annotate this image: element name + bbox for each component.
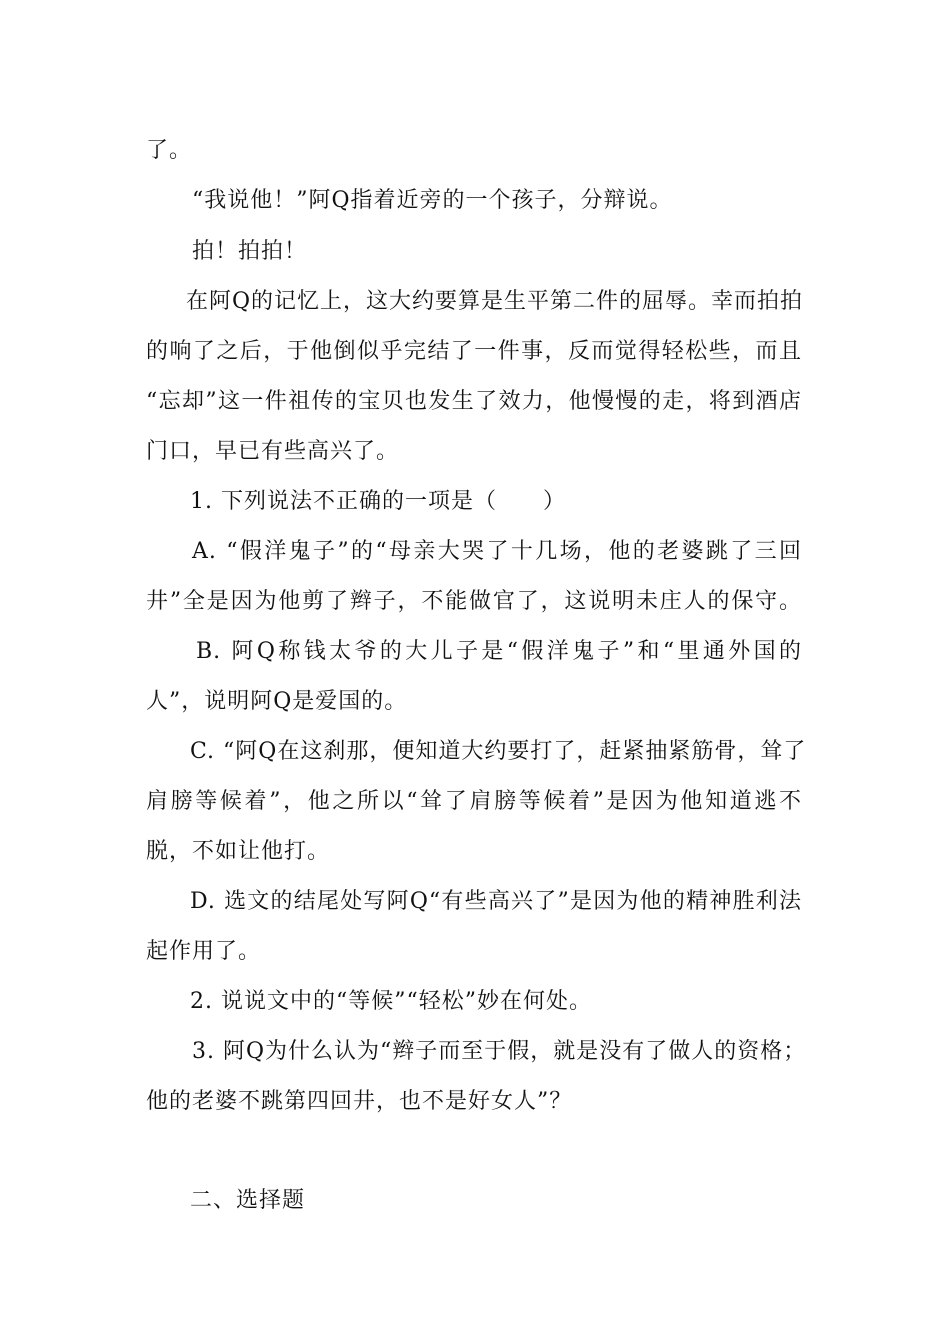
option-b-line: 人”，说明阿Q是爱国的。 xyxy=(146,689,408,714)
option-c-line: C. “阿Q在这刹那，便知道大约要打了，赶紧抽紧筋骨，耸了 xyxy=(190,739,807,764)
option-d-line: 起作用了。 xyxy=(146,939,262,964)
passage-line: “忘却”这一件祖传的宝贝也发生了效力，他慢慢的走，将到酒店 xyxy=(146,389,802,414)
passage-line: 在阿Q的记忆上，这大约要算是生平第二件的屈辱。幸而拍拍 xyxy=(186,289,804,314)
option-c-line: 脱，不如让他打。 xyxy=(146,839,331,864)
option-c-line: 肩膀等候着”，他之所以“耸了肩膀等候着”是因为他知道逃不 xyxy=(146,789,802,814)
passage-line: 的响了之后，于他倒似乎完结了一件事，反而觉得轻松些，而且 xyxy=(146,339,802,364)
question-1: 1. 下列说法不正确的一项是（ ） xyxy=(190,489,566,514)
option-a-line: A. “假洋鬼子”的“母亲大哭了十几场，他的老婆跳了三回 xyxy=(192,539,802,564)
passage-line: “我说他！”阿Q指着近旁的一个孩子，分辩说。 xyxy=(192,188,673,213)
section-heading: 二、选择题 xyxy=(190,1188,306,1213)
passage-line: 门口，早已有些高兴了。 xyxy=(146,439,400,464)
option-a-line: 井”全是因为他剪了辫子，不能做官了，这说明未庄人的保守。 xyxy=(146,589,802,614)
question-3-line: 他的老婆不跳第四回井，也不是好女人”？ xyxy=(146,1089,573,1114)
question-3-line: 3. 阿Q为什么认为“辫子而至于假，就是没有了做人的资格； xyxy=(192,1039,807,1064)
option-d-line: D. 选文的结尾处写阿Q“有些高兴了”是因为他的精神胜利法 xyxy=(190,889,802,914)
option-b-line: B. 阿Q称钱太爷的大儿子是“假洋鬼子”和“里通外国的 xyxy=(196,639,802,664)
passage-line: 了。 xyxy=(146,138,193,163)
question-2: 2. 说说文中的“等候”“轻松”妙在何处。 xyxy=(190,989,592,1014)
passage-line: 拍！拍拍！ xyxy=(192,239,308,264)
